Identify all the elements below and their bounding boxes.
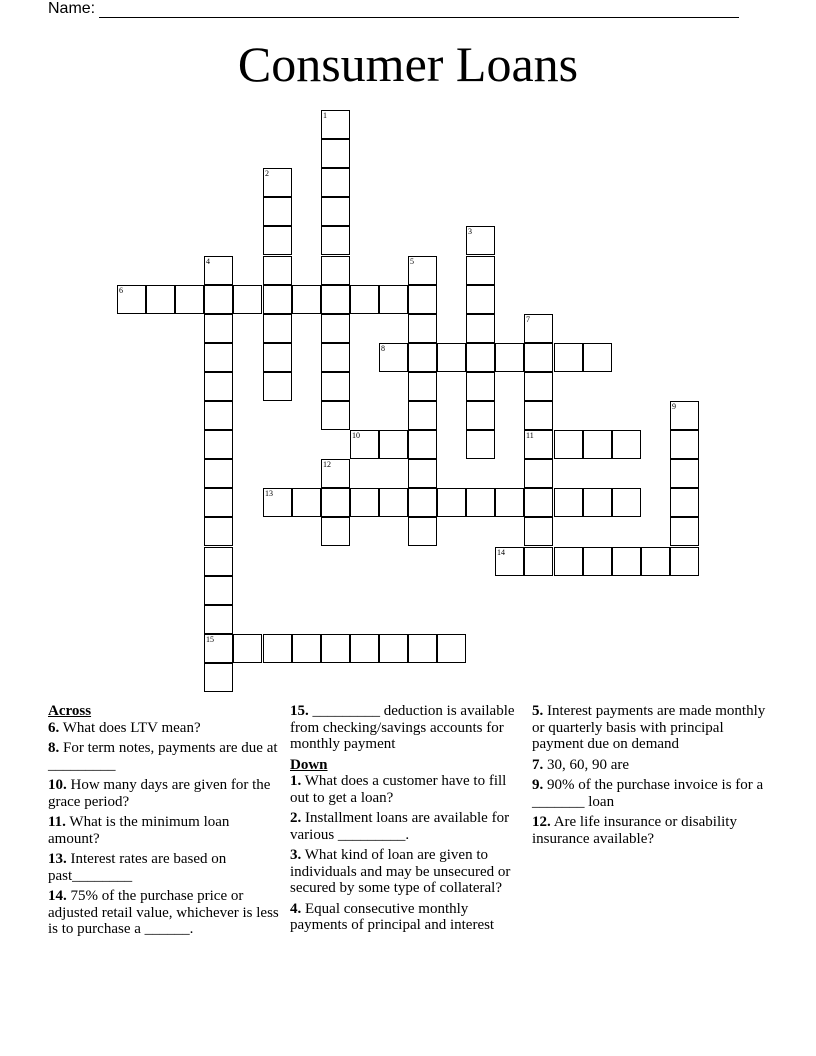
crossword-cell[interactable] <box>466 401 495 430</box>
clue-number: 13 <box>265 489 273 498</box>
crossword-cell[interactable] <box>321 634 350 663</box>
crossword-cell[interactable] <box>204 285 233 314</box>
down-clue-7: 7. 30, 60, 90 are <box>532 756 630 773</box>
across-clue-15: 15. _________ deduction is available from checking/savings accounts for monthly payment <box>290 703 515 752</box>
crossword-cell[interactable] <box>408 634 437 663</box>
crossword-cell[interactable] <box>408 401 437 430</box>
page-title: Consumer Loans <box>237 36 579 92</box>
clue-number: 3 <box>468 227 472 236</box>
crossword-cell[interactable] <box>204 372 233 401</box>
crossword-cell[interactable] <box>321 488 350 517</box>
crossword-cell[interactable] <box>321 401 350 430</box>
crossword-cell[interactable] <box>204 517 233 546</box>
down-clues-column-2 <box>532 703 772 851</box>
crossword-cell[interactable] <box>321 314 350 343</box>
clue-number: 5 <box>410 257 414 266</box>
crossword-cell[interactable] <box>204 401 233 430</box>
crossword-cell[interactable] <box>466 314 495 343</box>
crossword-cell[interactable] <box>670 459 699 488</box>
across-clue-10: 10. How many days are given for the grace period? <box>48 777 271 810</box>
crossword-cell[interactable] <box>263 372 292 401</box>
clue-number: 2 <box>265 169 269 178</box>
crossword-cell[interactable] <box>321 256 350 285</box>
crossword-cell[interactable] <box>204 256 233 285</box>
crossword-cell[interactable] <box>670 430 699 459</box>
crossword-cell[interactable] <box>263 256 292 285</box>
clue-number: 14 <box>497 548 505 557</box>
crossword-cell[interactable] <box>292 488 321 517</box>
down-clue-5: 5. Interest payments are made monthly or quarterly basis with principal payment due on demand <box>532 703 766 752</box>
crossword-cell[interactable] <box>524 459 553 488</box>
crossword-cell[interactable] <box>612 488 641 517</box>
crossword-cell[interactable] <box>321 285 350 314</box>
down-clue-2: 2. Installment loans are available for various _________. <box>290 810 510 843</box>
crossword-cell[interactable] <box>379 634 408 663</box>
crossword-cell[interactable] <box>321 372 350 401</box>
crossword-cell[interactable] <box>263 488 292 517</box>
crossword-cell[interactable] <box>524 517 553 546</box>
crossword-cell[interactable] <box>554 430 583 459</box>
crossword-cell[interactable] <box>670 488 699 517</box>
across-clue-14: 14. 75% of the purchase price or adjusted retail value, whichever is less is to purchase a ______. <box>48 888 279 937</box>
down-clue-9: 9. 90% of the purchase invoice is for a _______ loan <box>532 777 764 810</box>
crossword-cell[interactable] <box>554 547 583 576</box>
crossword-cell[interactable] <box>263 285 292 314</box>
crossword-cell[interactable] <box>321 197 350 226</box>
crossword-cell[interactable] <box>466 285 495 314</box>
crossword-cell[interactable] <box>524 401 553 430</box>
crossword-cell[interactable] <box>204 488 233 517</box>
crossword-cell[interactable] <box>263 197 292 226</box>
crossword-cell[interactable] <box>204 343 233 372</box>
crossword-cell[interactable] <box>408 430 437 459</box>
crossword-cell[interactable] <box>204 547 233 576</box>
crossword-cell[interactable] <box>466 488 495 517</box>
crossword-cell[interactable] <box>466 430 495 459</box>
crossword-cell[interactable] <box>612 430 641 459</box>
crossword-cell[interactable] <box>350 430 379 459</box>
crossword-cell[interactable] <box>263 168 292 197</box>
down-clue-4: 4. Equal consecutive monthly payments of principal and interest <box>290 900 495 933</box>
crossword-cell[interactable] <box>263 226 292 255</box>
crossword-cell[interactable] <box>321 110 350 139</box>
crossword-cell[interactable] <box>321 459 350 488</box>
crossword-cell[interactable] <box>408 488 437 517</box>
crossword-cell[interactable] <box>524 343 553 372</box>
across-clue-6: 6. What does LTV mean? <box>48 719 201 736</box>
crossword-cell[interactable] <box>641 547 670 576</box>
crossword-cell[interactable] <box>524 314 553 343</box>
down-clue-3: 3. What kind of loan are given to individuals and may be unsecured or secured by some type of collateral? <box>290 847 511 896</box>
across-clue-13: 13. Interest rates are based on past________ <box>48 851 227 884</box>
crossword-cell[interactable] <box>350 285 379 314</box>
crossword-cell[interactable] <box>583 430 612 459</box>
crossword-cell[interactable] <box>583 343 612 372</box>
crossword-cell[interactable] <box>321 139 350 168</box>
crossword-cell[interactable] <box>204 576 233 605</box>
crossword-cell[interactable] <box>263 343 292 372</box>
crossword-cell[interactable] <box>437 488 466 517</box>
crossword-cell[interactable] <box>670 517 699 546</box>
crossword-cell[interactable] <box>321 343 350 372</box>
crossword-cell[interactable] <box>233 285 262 314</box>
crossword-cell[interactable] <box>524 372 553 401</box>
crossword-cell[interactable] <box>466 226 495 255</box>
crossword-cell[interactable] <box>408 517 437 546</box>
clue-number: 7 <box>526 315 530 324</box>
crossword-cell[interactable] <box>379 488 408 517</box>
crossword-cell[interactable] <box>379 343 408 372</box>
crossword-cell[interactable] <box>495 488 524 517</box>
crossword-cell[interactable] <box>466 372 495 401</box>
down-clues-column <box>290 703 526 938</box>
down-clue-1: 1. What does a customer have to fill out to get a loan? <box>290 773 507 806</box>
across-clues-column <box>48 703 280 942</box>
crossword-cell[interactable] <box>263 634 292 663</box>
crossword-cell[interactable] <box>204 634 233 663</box>
crossword-cell[interactable] <box>146 285 175 314</box>
crossword-cell[interactable] <box>204 605 233 634</box>
crossword-cell[interactable] <box>292 285 321 314</box>
across-clue-8: 8. For term notes, payments are due at _________ <box>48 740 278 773</box>
crossword-cell[interactable] <box>408 256 437 285</box>
crossword-cell[interactable] <box>321 226 350 255</box>
crossword-cell[interactable] <box>583 488 612 517</box>
clue-number: 8 <box>381 344 385 353</box>
crossword-cell[interactable] <box>204 314 233 343</box>
across-clue-11: 11. What is the minimum loan amount? <box>48 814 230 847</box>
clue-number: 6 <box>119 286 123 295</box>
clue-number: 11 <box>526 431 534 440</box>
crossword-cell[interactable] <box>263 314 292 343</box>
clue-number: 9 <box>672 402 676 411</box>
down-clue-12: 12. Are life insurance or disability insurance available? <box>532 814 737 847</box>
crossword-cell[interactable] <box>204 430 233 459</box>
crossword-cell[interactable] <box>408 314 437 343</box>
crossword-cell[interactable] <box>466 256 495 285</box>
across-heading: Across <box>48 703 92 719</box>
clue-number: 1 <box>323 111 327 120</box>
down-heading: Down <box>290 756 328 773</box>
crossword-cell[interactable] <box>408 372 437 401</box>
crossword-cell[interactable] <box>524 488 553 517</box>
crossword-cell[interactable] <box>583 547 612 576</box>
crossword-cell[interactable] <box>117 285 146 314</box>
crossword-cell[interactable] <box>437 343 466 372</box>
crossword-cell[interactable] <box>292 634 321 663</box>
crossword-cell[interactable] <box>175 285 204 314</box>
crossword-cell[interactable] <box>350 634 379 663</box>
crossword-cell[interactable] <box>204 663 233 692</box>
clue-number: 12 <box>323 460 331 469</box>
crossword-cell[interactable] <box>408 343 437 372</box>
crossword-cell[interactable] <box>204 459 233 488</box>
crossword-cell[interactable] <box>495 343 524 372</box>
crossword-cell[interactable] <box>350 488 379 517</box>
crossword-cell[interactable] <box>495 547 524 576</box>
crossword-cell[interactable] <box>612 547 641 576</box>
crossword-cell[interactable] <box>466 343 495 372</box>
crossword-cell[interactable] <box>321 517 350 546</box>
crossword-cell[interactable] <box>233 634 262 663</box>
crossword-cell[interactable] <box>379 430 408 459</box>
crossword-cell[interactable] <box>554 343 583 372</box>
crossword-cell[interactable] <box>554 488 583 517</box>
crossword-cell[interactable] <box>408 285 437 314</box>
name-label: Name: <box>48 0 96 17</box>
crossword-cell[interactable] <box>379 285 408 314</box>
clue-number: 15 <box>206 635 214 644</box>
crossword-cell[interactable] <box>321 168 350 197</box>
crossword-cell[interactable] <box>437 634 466 663</box>
crossword-cell[interactable] <box>408 459 437 488</box>
clue-number: 10 <box>352 431 360 440</box>
crossword-cell[interactable] <box>524 430 553 459</box>
crossword-cell[interactable] <box>670 547 699 576</box>
clue-number: 4 <box>206 257 210 266</box>
crossword-cell[interactable] <box>670 401 699 430</box>
crossword-cell[interactable] <box>524 547 553 576</box>
